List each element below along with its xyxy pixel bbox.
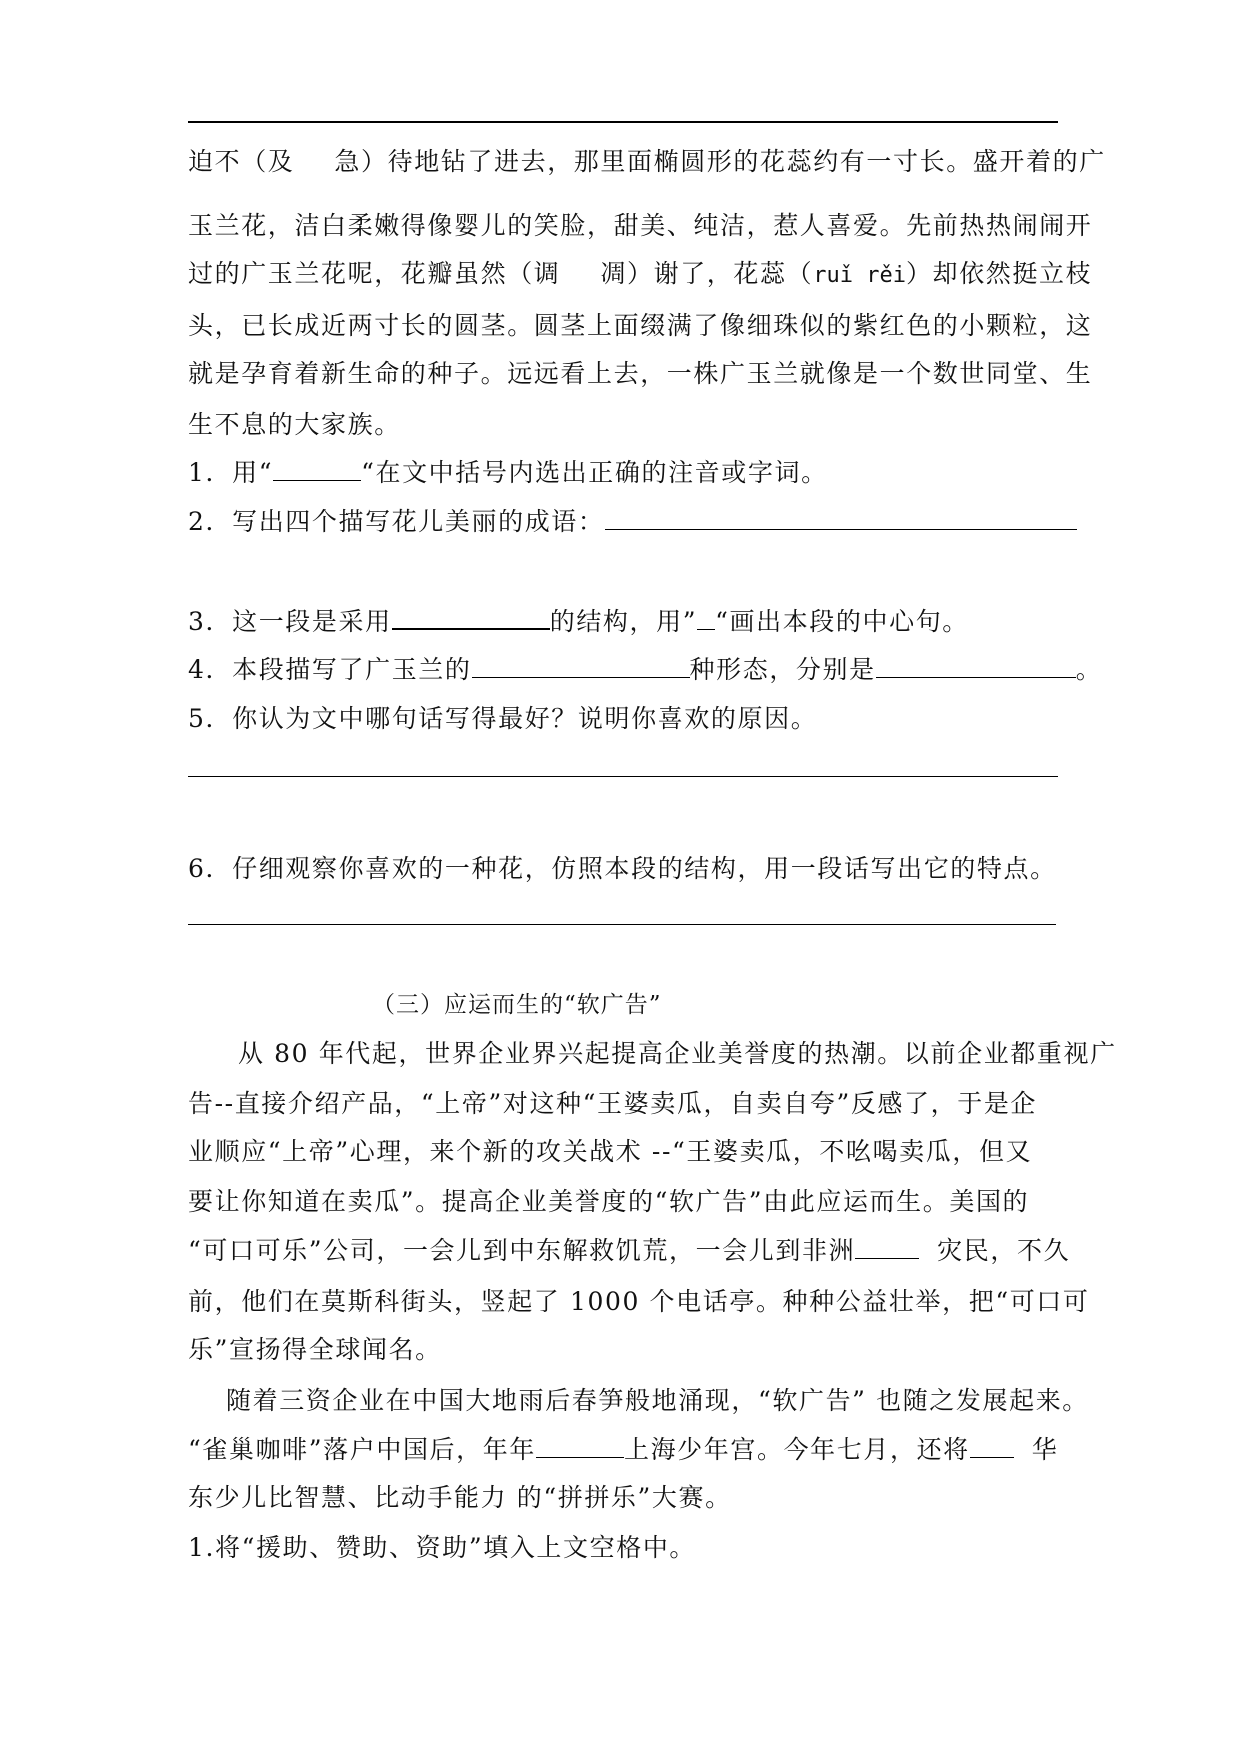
article-line-5 — [188, 1233, 1070, 1269]
article-line-10: 东少儿比智慧、比动手能力 的“拼拼乐”大赛。 — [188, 1483, 732, 1512]
article-line-6: 前，他们在莫斯科街头，竖起了 1000 个电话亭。种种公益壮举，把“可口可 — [188, 1287, 1090, 1316]
text: 迫不（及 — [188, 147, 295, 176]
article-line-2: 告--直接介绍产品，“上帝”对这种“王婆卖瓜，自卖自夸”反感了，于是企 — [188, 1089, 1038, 1118]
article-line-8: 随着三资企业在中国大地雨后春笋般地涌现，“软广告” 也随之发展起来。 — [226, 1386, 1089, 1415]
question-5: 5．你认为文中哪句话写得最好？说明你喜欢的原因。 — [188, 704, 818, 733]
passage-line-3 — [188, 256, 1092, 294]
question-6: 6．仔细观察你喜欢的一种花，仿照本段的结构，用一段话写出它的特点。 — [188, 854, 1057, 883]
answer-blank[interactable] — [605, 507, 1077, 530]
passage-line-6: 生不息的大家族。 — [188, 410, 401, 439]
text: “画出本段的中心句。 — [715, 607, 969, 636]
question-3 — [188, 604, 969, 640]
text: 上海少年宫。今年七月，还将 — [623, 1435, 970, 1464]
blank[interactable] — [697, 607, 715, 630]
passage-line-2: 玉兰花，洁白柔嫩得像婴儿的笑脸，甜美、纯洁，惹人喜爱。先前热热闹闹开 — [188, 211, 1093, 240]
article-line-4: 要让你知道在卖瓜”。提高企业美誉度的“软广告”由此应运而生。美国的 — [188, 1187, 1030, 1216]
text: 。 — [1075, 655, 1103, 684]
passage-line-4: 头，已长成近两寸长的圆茎。圆茎上面缀满了像细珠似的紫红色的小颗粒，这 — [188, 311, 1093, 340]
text: 的结构，用” — [549, 607, 698, 636]
text: 凋）谢了，花蕊（ — [600, 259, 814, 288]
text: 种形态，分别是 — [689, 655, 876, 684]
answer-blank[interactable] — [876, 655, 1076, 678]
text: “在文中括号内选出正确的注音或字词。 — [361, 458, 828, 487]
article-line-9 — [188, 1432, 1058, 1468]
question-4 — [188, 652, 1102, 688]
text: 急）待地钻了进去，那里面椭圆形的花蕊约有一寸长。盛开着的广 — [334, 147, 1106, 176]
text: 灾民，不久 — [937, 1236, 1071, 1265]
text: 华 — [1031, 1435, 1059, 1464]
blank[interactable] — [855, 1236, 919, 1259]
answer-line-5[interactable] — [188, 776, 1058, 777]
text: 3．这一段是采用 — [188, 607, 392, 636]
blank[interactable] — [536, 1435, 624, 1458]
answer-line-6[interactable] — [188, 924, 1056, 925]
section-title: （三）应运而生的“软广告” — [372, 992, 662, 1018]
article-line-7: 乐”宣扬得全球闻名。 — [188, 1335, 442, 1364]
question-2 — [188, 504, 1077, 540]
passage-line-1 — [188, 144, 1106, 180]
text: ）却依然挺立枝 — [905, 259, 1093, 288]
text: 过的广玉兰花呢，花瓣虽然（调 — [188, 259, 561, 288]
passage-line-5: 就是孕育着新生命的种子。远远看上去，一株广玉兰就像是一个数世同堂、生 — [188, 359, 1093, 388]
question-fill: 1.将“援助、赞助、资助”填入上文空格中。 — [188, 1533, 697, 1562]
header-rule — [188, 121, 1058, 123]
text: 1．用“ — [188, 458, 274, 487]
text: 2．写出四个描写花儿美丽的成语： — [188, 507, 605, 536]
blank[interactable] — [970, 1435, 1014, 1458]
text: 4．本段描写了广玉兰的 — [188, 655, 472, 684]
article-line-3: 业顺应“上帝”心理，来个新的攻关战术 --“王婆卖瓜，不吆喝卖瓜，但又 — [188, 1137, 1033, 1166]
text: “可口可乐”公司，一会儿到中东解救饥荒，一会儿到非洲 — [188, 1236, 856, 1265]
answer-blank[interactable] — [392, 606, 550, 630]
answer-blank[interactable] — [472, 655, 690, 678]
text: “雀巢咖啡”落户中国后，年年 — [188, 1435, 536, 1464]
blank[interactable] — [273, 458, 361, 481]
question-1 — [188, 455, 828, 491]
article-line-1: 从 80 年代起，世界企业界兴起提高企业美誉度的热潮。以前企业都重视广 — [238, 1039, 1117, 1068]
pinyin-options: ruǐ rěi — [813, 263, 906, 288]
